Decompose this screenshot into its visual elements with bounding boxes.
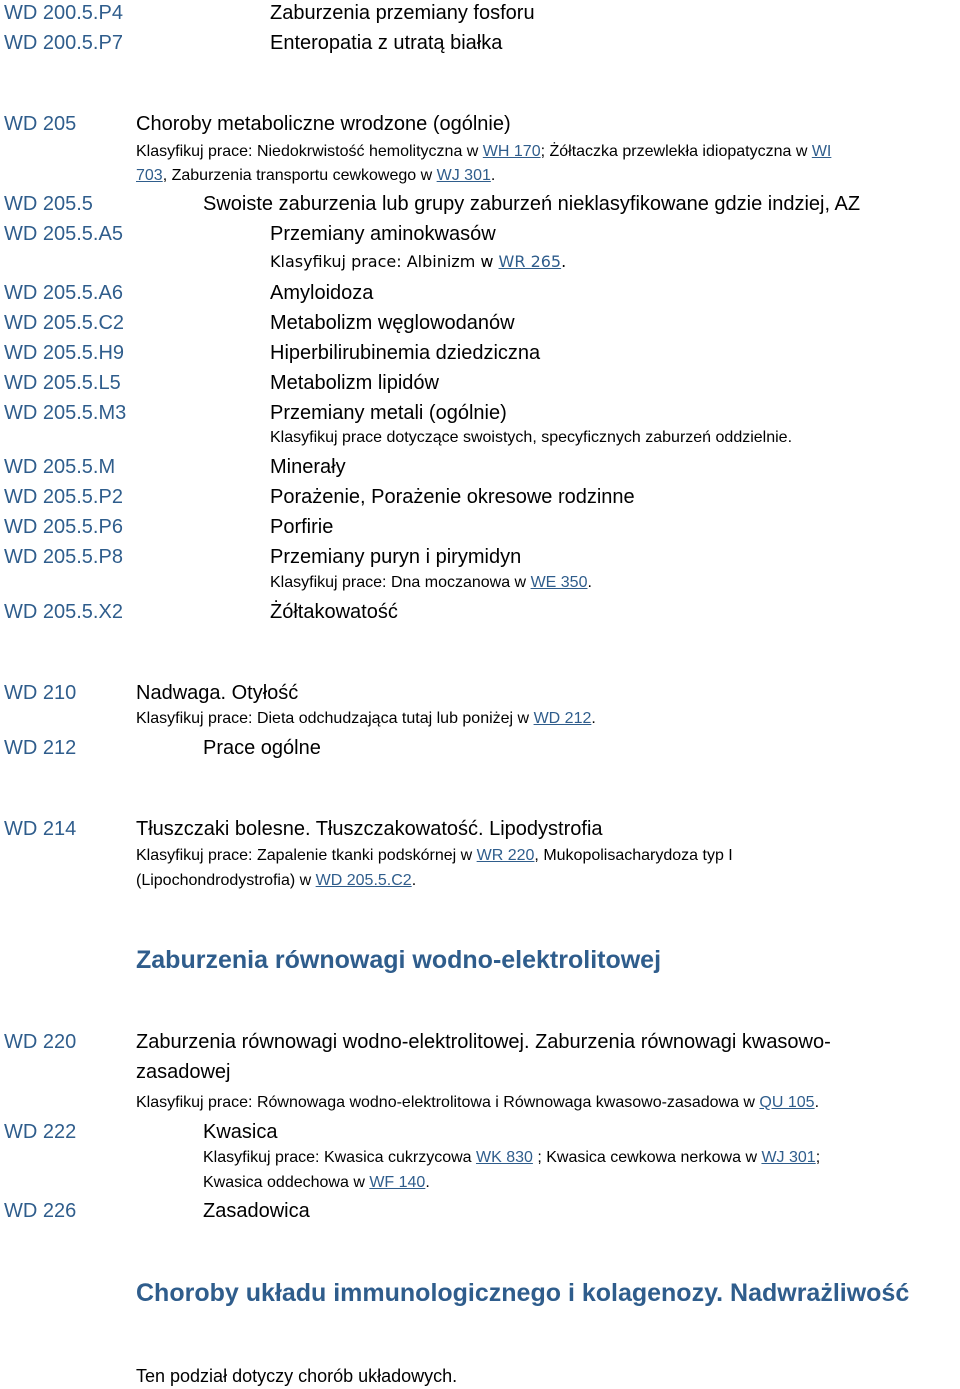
- section-heading-immunology: Choroby układu immunologicznego i kolagenozy. Nadwrażliwość: [136, 1279, 910, 1307]
- link-qu-105[interactable]: QU 105: [759, 1094, 815, 1111]
- code-wd-205-5-x2: WD 205.5.X2: [4, 601, 123, 623]
- heading-zaburzenia-przemiany-fosforu: Zaburzenia przemiany fosforu: [270, 2, 535, 24]
- link-wk-830[interactable]: WK 830: [475, 1149, 533, 1166]
- heading-porfirie: Porfirie: [270, 516, 334, 538]
- heading-zasadowica: Zasadowica: [203, 1200, 310, 1222]
- code-wd-226: WD 226: [4, 1200, 77, 1222]
- code-wd-205-5-a6: WD 205.5.A6: [4, 282, 123, 304]
- code-wd-210: WD 210: [4, 682, 77, 704]
- classification-note: Klasyfikuj prace: Kwasica cukrzycowa WK 830 ; Kwasica cewkowa nerkowa w WJ 301;: [203, 1149, 821, 1166]
- classification-note: Klasyfikuj prace: Albinizm w WR 265.: [270, 252, 567, 271]
- heading-kwasica: Kwasica: [203, 1121, 278, 1143]
- heading-amyloidoza: Amyloidoza: [270, 282, 374, 304]
- link-wr-220[interactable]: WR 220: [476, 847, 535, 864]
- heading-zoltakowatosc: Żółtakowatość: [270, 601, 398, 623]
- heading-zaburzenia-rownowagi-cont: zasadowej: [136, 1061, 231, 1083]
- heading-tluszczaki: Tłuszczaki bolesne. Tłuszczakowatość. Lipodystrofia: [136, 818, 603, 840]
- link-wf-140[interactable]: WF 140: [369, 1174, 426, 1191]
- code-wd-205-5-a5: WD 205.5.A5: [4, 223, 123, 245]
- code-wd-200-5-p7: WD 200.5.P7: [4, 32, 123, 54]
- link-wi-703[interactable]: WI: [811, 143, 832, 160]
- link-wd-212[interactable]: WD 212: [533, 710, 592, 727]
- code-wd-205-5-p2: WD 205.5.P2: [4, 486, 123, 508]
- code-wd-205-5-c2: WD 205.5.C2: [4, 312, 125, 334]
- heading-swoiste-zaburzenia: Swoiste zaburzenia lub grupy zaburzeń nieklasyfikowane gdzie indziej, AZ: [203, 193, 861, 215]
- link-wd-205-5-c2[interactable]: WD 205.5.C2: [315, 872, 412, 889]
- classification-note: Klasyfikuj prace: Równowaga wodno-elektrolitowa i Równowaga kwasowo-zasadowa w QU 105.: [136, 1094, 820, 1111]
- code-wd-205-5-m3: WD 205.5.M3: [4, 402, 127, 424]
- code-wd-205-5-m: WD 205.5.M: [4, 456, 116, 478]
- code-wd-205-5-l5: WD 205.5.L5: [4, 372, 121, 394]
- link-wh-170[interactable]: WH 170: [482, 143, 541, 160]
- link-wr-265[interactable]: WR 265: [498, 252, 562, 271]
- classification-note: Klasyfikuj prace: Dieta odchudzająca tutaj lub poniżej w WD 212.: [136, 710, 596, 727]
- heading-hiperbilirubinemia: Hiperbilirubinemia dziedziczna: [270, 342, 541, 364]
- link-wi-703-cont[interactable]: 703: [136, 167, 163, 184]
- classification-note: Klasyfikuj prace dotyczące swoistych, specyficznych zaburzeń oddzielnie.: [270, 429, 793, 446]
- section-heading-water-electrolyte: Zaburzenia równowagi wodno-elektrolitowej: [136, 946, 662, 974]
- heading-metabolizm-weglowodanow: Metabolizm węglowodanów: [270, 312, 515, 334]
- code-wd-205-5: WD 205.5: [4, 193, 93, 215]
- heading-prace-ogolne: Prace ogólne: [203, 737, 321, 759]
- heading-zaburzenia-rownowagi: Zaburzenia równowagi wodno-elektrolitowej. Zaburzenia równowagi kwasowo-: [136, 1031, 831, 1053]
- code-wd-205-5-h9: WD 205.5.H9: [4, 342, 125, 364]
- code-wd-200-5-p4: WD 200.5.P4: [4, 2, 123, 24]
- link-wj-301[interactable]: WJ 301: [761, 1149, 816, 1166]
- code-wd-205-5-p8: WD 205.5.P8: [4, 546, 123, 568]
- link-we-350[interactable]: WE 350: [530, 574, 588, 591]
- heading-mineraly: Minerały: [270, 456, 346, 478]
- classification-note: Klasyfikuj prace: Zapalenie tkanki podskórnej w WR 220, Mukopolisacharydoza typ I: [136, 847, 733, 864]
- heading-przemiany-puryn: Przemiany puryn i pirymidyn: [270, 546, 522, 568]
- link-wj-301[interactable]: WJ 301: [436, 167, 491, 184]
- heading-enteropatia: Enteropatia z utratą białka: [270, 32, 503, 54]
- heading-choroby-metaboliczne: Choroby metaboliczne wrodzone (ogólnie): [136, 113, 511, 135]
- code-wd-212: WD 212: [4, 737, 77, 759]
- classification-note-cont: (Lipochondrodystrofia) w WD 205.5.C2.: [136, 872, 417, 889]
- heading-przemiany-metali: Przemiany metali (ogólnie): [270, 402, 507, 424]
- classification-note-cont: 703, Zaburzenia transportu cewkowego w WJ 301.: [136, 167, 496, 184]
- heading-przemiany-aminokwasow: Przemiany aminokwasów: [270, 223, 496, 245]
- heading-nadwaga-otylosc: Nadwaga. Otyłość: [136, 682, 299, 704]
- classification-note: Klasyfikuj prace: Niedokrwistość hemolityczna w WH 170; Żółtaczka przewlekła idiopatyczna w WI: [136, 143, 832, 160]
- code-wd-222: WD 222: [4, 1121, 77, 1143]
- code-wd-220: WD 220: [4, 1031, 77, 1053]
- classification-note-cont: Kwasica oddechowa w WF 140.: [203, 1174, 430, 1191]
- heading-porazenie: Porażenie, Porażenie okresowe rodzinne: [270, 486, 635, 508]
- heading-metabolizm-lipidow: Metabolizm lipidów: [270, 372, 439, 394]
- footer-note: Ten podział dotyczy chorób układowych.: [136, 1366, 458, 1386]
- code-wd-214: WD 214: [4, 818, 77, 840]
- code-wd-205-5-p6: WD 205.5.P6: [4, 516, 123, 538]
- classification-note: Klasyfikuj prace: Dna moczanowa w WE 350.: [270, 574, 592, 591]
- code-wd-205: WD 205: [4, 113, 77, 135]
